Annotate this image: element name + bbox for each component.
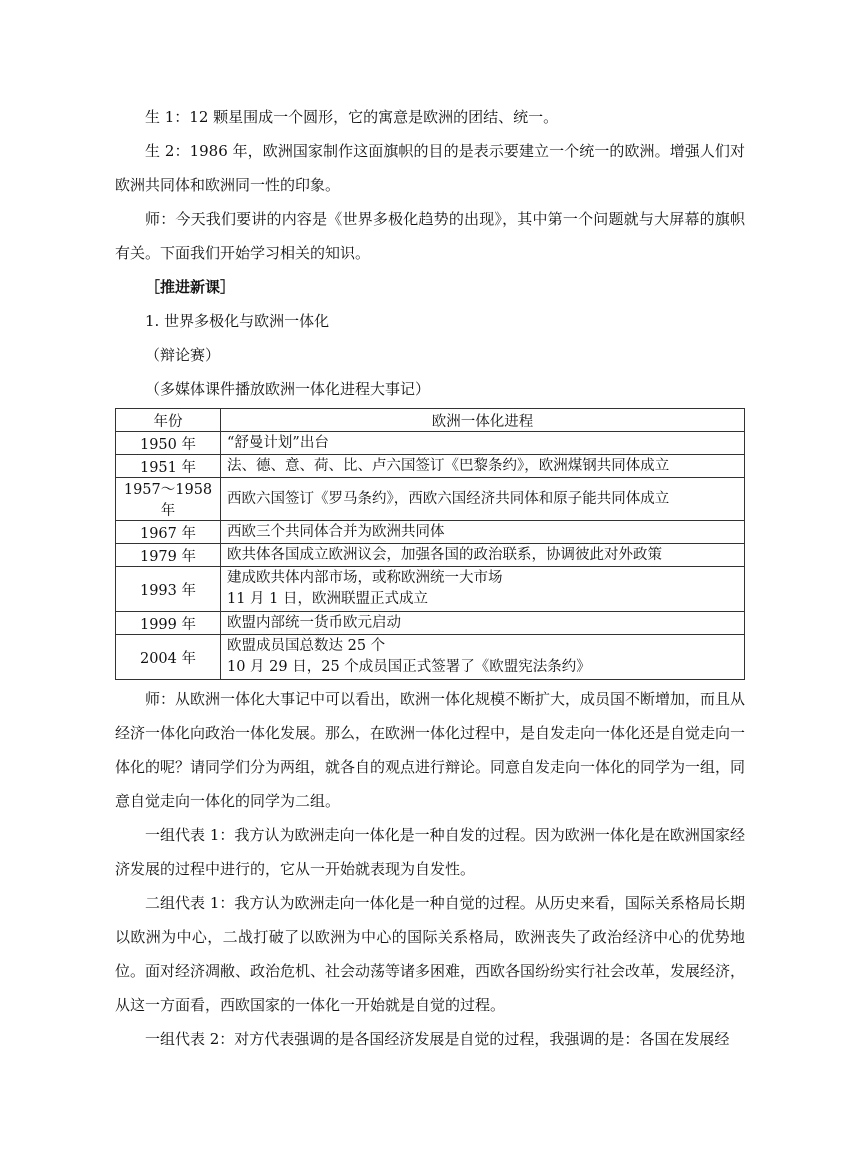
subsection-title: 1. 世界多极化与欧洲一体化 bbox=[145, 312, 330, 330]
paragraph: 一组代表 2：对方代表强调的是各国经济发展是自觉的过程，我强调的是：各国在发展经 bbox=[145, 1030, 730, 1048]
event-line: 建成欧共体内部市场，或称欧洲统一大市场 bbox=[227, 570, 503, 586]
event-line: 法、德、意、荷、比、卢六国签订《巴黎条约》，欧洲煤钢共同体成立 bbox=[227, 458, 670, 474]
event-line: 10 月 29 日，25 个成员国正式签署了《欧盟宪法条约》 bbox=[227, 659, 591, 675]
event-line: 11 月 1 日，欧洲联盟正式成立 bbox=[227, 591, 429, 607]
table-row bbox=[116, 478, 745, 521]
paragraph: 师：从欧洲一体化大事记中可以看出，欧洲一体化规模不断扩大，成员国不断增加，而且从经济一体化向政治一体化发展。那么，在欧洲一体化过程中，是自发走向一体化还是自觉走向一体化的呢？请同学们分为两组，就各自的观点进行辩论。同意自发走向一体化的同学为一组，同意自觉走向一体化的同学为二组。 bbox=[115, 690, 746, 810]
section-heading: ［推进新课］ bbox=[145, 278, 236, 296]
event-line: 欧共体各国成立欧洲议会，加强各国的政治联系，协调彼此对外政策 bbox=[227, 547, 662, 563]
table-row bbox=[116, 455, 745, 478]
table-row bbox=[116, 544, 745, 567]
table-body bbox=[116, 432, 745, 680]
events-table bbox=[115, 408, 745, 680]
event-cell bbox=[221, 612, 745, 635]
document-content bbox=[115, 100, 745, 1056]
year-cell: 1950 年 bbox=[116, 432, 221, 455]
note-multimedia: （多媒体课件播放欧洲一体化进程大事记） bbox=[145, 380, 431, 398]
event-cell bbox=[221, 521, 745, 544]
year-cell: 1979 年 bbox=[116, 544, 221, 567]
year-cell: 1967 年 bbox=[116, 521, 221, 544]
event-cell bbox=[221, 544, 745, 567]
event-line: 西欧六国签订《罗马条约》，西欧六国经济共同体和原子能共同体成立 bbox=[227, 491, 670, 507]
paragraph: 生 2：1986 年，欧洲国家制作这面旗帜的目的是表示要建立一个统一的欧洲。增强人们对欧洲共同体和欧洲同一性的印象。 bbox=[115, 142, 745, 194]
year-cell: 1999 年 bbox=[116, 612, 221, 635]
event-cell bbox=[221, 635, 745, 680]
year-cell: 2004 年 bbox=[116, 635, 221, 680]
table-row bbox=[116, 635, 745, 680]
table-row bbox=[116, 612, 745, 635]
event-line: 欧盟成员国总数达 25 个 bbox=[227, 638, 386, 654]
event-cell bbox=[221, 567, 745, 612]
table-row bbox=[116, 432, 745, 455]
event-cell bbox=[221, 432, 745, 455]
event-line: 欧盟内部统一货币欧元启动 bbox=[227, 615, 401, 631]
year-cell: 1957～1958 年 bbox=[116, 478, 221, 521]
paragraph: 师：今天我们要讲的内容是《世界多极化趋势的出现》，其中第一个问题就与大屏幕的旗帜有关。下面我们开始学习相关的知识。 bbox=[115, 210, 745, 262]
table-row bbox=[116, 521, 745, 544]
year-cell: 1993 年 bbox=[116, 567, 221, 612]
paragraph: 生 1：12 颗星围成一个圆形，它的寓意是欧洲的团结、统一。 bbox=[145, 108, 559, 126]
header-events: 欧洲一体化进程 bbox=[221, 409, 745, 432]
table-header-row bbox=[116, 409, 745, 432]
event-cell bbox=[221, 478, 745, 521]
note-debate: （辩论赛） bbox=[145, 346, 221, 364]
table-row bbox=[116, 567, 745, 612]
header-year: 年份 bbox=[116, 409, 221, 432]
paragraph: 一组代表 1：我方认为欧洲走向一体化是一种自发的过程。因为欧洲一体化是在欧洲国家经济发展的过程中进行的，它从一开始就表现为自发性。 bbox=[115, 826, 745, 878]
event-line: 西欧三个共同体合并为欧洲共同体 bbox=[227, 524, 445, 540]
paragraph: 二组代表 1：我方认为欧洲走向一体化是一种自觉的过程。从历史来看，国际关系格局长期以欧洲为中心，二战打破了以欧洲为中心的国际关系格局，欧洲丧失了政治经济中心的优势地位。面对经济凋敝、政治危机、社会动荡等诸多困难，西欧各国纷纷实行社会改革，发展经济，从这一方面看，西欧国家的一体化一开始就是自觉的过程。 bbox=[115, 894, 746, 1014]
event-cell bbox=[221, 455, 745, 478]
year-cell: 1951 年 bbox=[116, 455, 221, 478]
event-line: “舒曼计划”出台 bbox=[227, 435, 329, 451]
